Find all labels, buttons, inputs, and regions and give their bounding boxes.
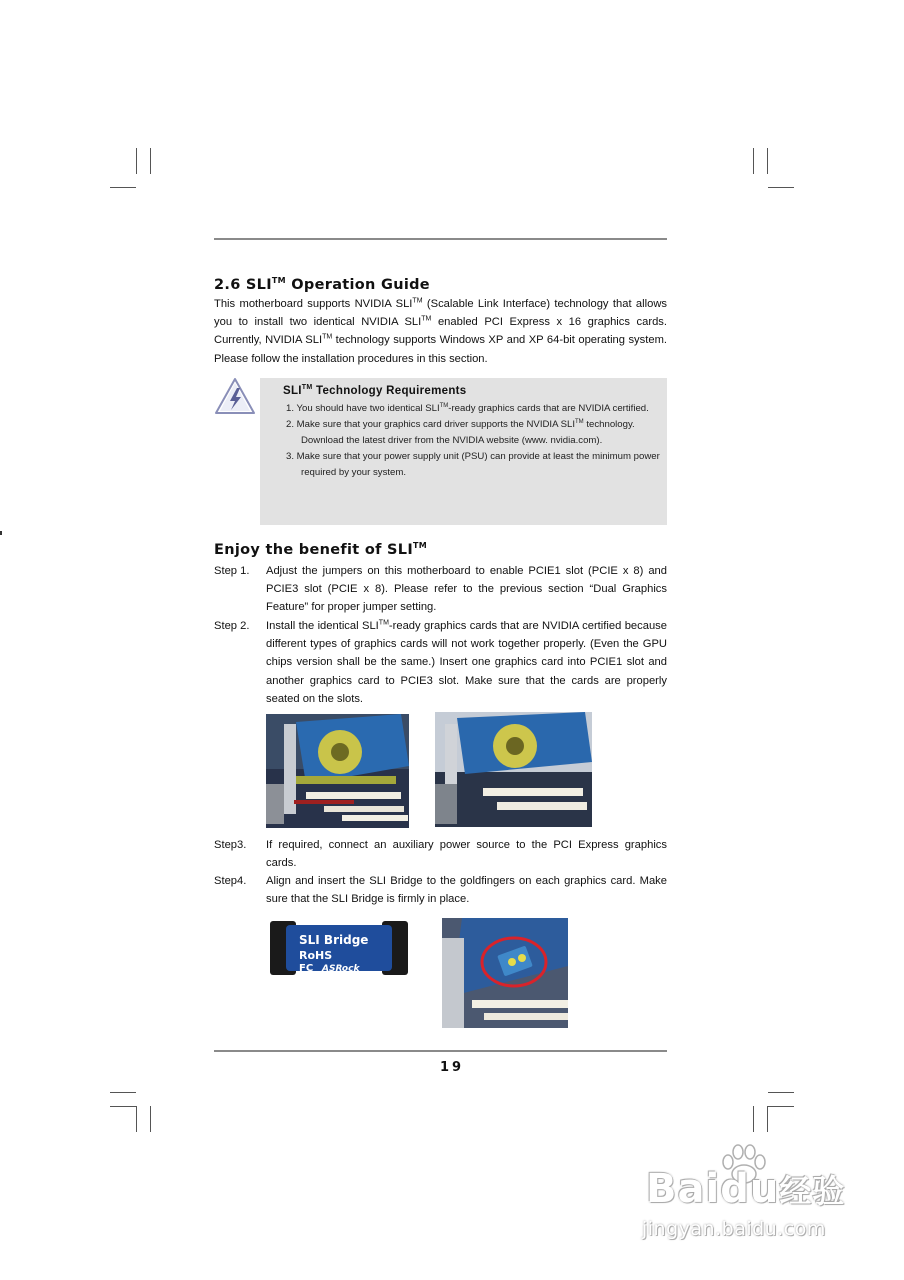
top-rule bbox=[214, 238, 667, 240]
crop-mark bbox=[753, 148, 754, 174]
margin-dot bbox=[0, 531, 2, 535]
bridge-installed-photo bbox=[442, 918, 568, 1028]
step-4 bbox=[214, 872, 667, 908]
watermark-brand: Baidu经验 bbox=[646, 1166, 846, 1212]
step-2 bbox=[214, 617, 667, 708]
sli-bridge-photo bbox=[266, 917, 412, 985]
bridge-label-line4: ASRock bbox=[322, 964, 360, 974]
bottom-rule bbox=[214, 1050, 667, 1052]
step-label: Step 2. bbox=[214, 620, 250, 632]
crop-mark bbox=[110, 1092, 136, 1093]
list-item: 3. Make sure that your power supply unit (PSU) can provide at least the minimum power required by your system. bbox=[286, 451, 660, 478]
step-1 bbox=[214, 562, 667, 617]
intro-paragraph: This motherboard supports NVIDIA SLI™ (Scalable Link Interface) technology that allows you to install two identical NVIDIA SLI™ enabled PCI Express x 16 graphics cards. Currently, NVIDIA SLI™ technology supports Windows XP and XP 64-bit operating system. Please follow the installation procedures in this section. bbox=[214, 297, 668, 365]
step-label: Step 1. bbox=[214, 565, 250, 577]
crop-mark bbox=[753, 1106, 754, 1132]
crop-mark bbox=[768, 1106, 794, 1107]
crop-mark bbox=[150, 1106, 151, 1132]
crop-mark bbox=[767, 1106, 768, 1132]
bridge-label-line2: RoHS bbox=[299, 949, 333, 962]
step-3 bbox=[214, 836, 667, 872]
list-item: 2. Make sure that your graphics card driver supports the NVIDIA SLI™ technology. Download the latest driver from the NVIDIA website (www. nvidia.com). bbox=[286, 418, 635, 446]
graphics-card-photo-1 bbox=[266, 714, 409, 828]
warning-icon bbox=[214, 376, 256, 416]
graphics-card-photo-2 bbox=[435, 712, 592, 827]
page-number: 19 bbox=[439, 1060, 465, 1075]
crop-mark bbox=[110, 1106, 136, 1107]
section-title: 2.6 SLI™ Operation Guide bbox=[214, 276, 430, 293]
step-text: Adjust the jumpers on this motherboard to enable PCIE1 slot (PCIE x 8) and PCIE3 slot (PCIE x 8). Please refer to the previous section “Dual Graphics Feature” for proper jumper setting. bbox=[266, 565, 667, 614]
benefit-title: Enjoy the benefit of SLI™ bbox=[214, 541, 428, 558]
step-text: Install the identical SLI™-ready graphics cards that are NVIDIA certified because different types of graphics cards will not work together properly. (Even the GPU chips version shall be the same.) Insert one graphics card into PCIE1 slot and another graphics card to PCIE3 slot. Make sure that the cards are properly seated on the slots. bbox=[266, 619, 667, 705]
bridge-label-line3: FC bbox=[299, 963, 314, 974]
baidu-watermark bbox=[600, 1140, 860, 1250]
requirements-list bbox=[286, 401, 664, 481]
crop-mark bbox=[136, 148, 137, 174]
step-label: Step3. bbox=[214, 839, 247, 851]
step-text: Align and insert the SLI Bridge to the goldfingers on each graphics card. Make sure that the SLI Bridge is firmly in place. bbox=[266, 875, 667, 906]
crop-mark bbox=[110, 187, 136, 188]
crop-mark bbox=[136, 1106, 137, 1132]
step-label: Step4. bbox=[214, 875, 247, 887]
list-item: 1. You should have two identical SLI™-ready graphics cards that are NVIDIA certified. bbox=[286, 402, 649, 414]
crop-mark bbox=[768, 187, 794, 188]
crop-mark bbox=[768, 1092, 794, 1093]
crop-mark bbox=[150, 148, 151, 174]
watermark-url: jingyan.baidu.com bbox=[642, 1218, 826, 1240]
step-text: If required, connect an auxiliary power source to the PCI Express graphics cards. bbox=[266, 839, 667, 870]
crop-mark bbox=[767, 148, 768, 174]
bridge-label-line1: SLI Bridge bbox=[299, 933, 369, 947]
requirements-note bbox=[260, 378, 667, 525]
note-title: SLI™ Technology Requirements bbox=[283, 384, 467, 397]
